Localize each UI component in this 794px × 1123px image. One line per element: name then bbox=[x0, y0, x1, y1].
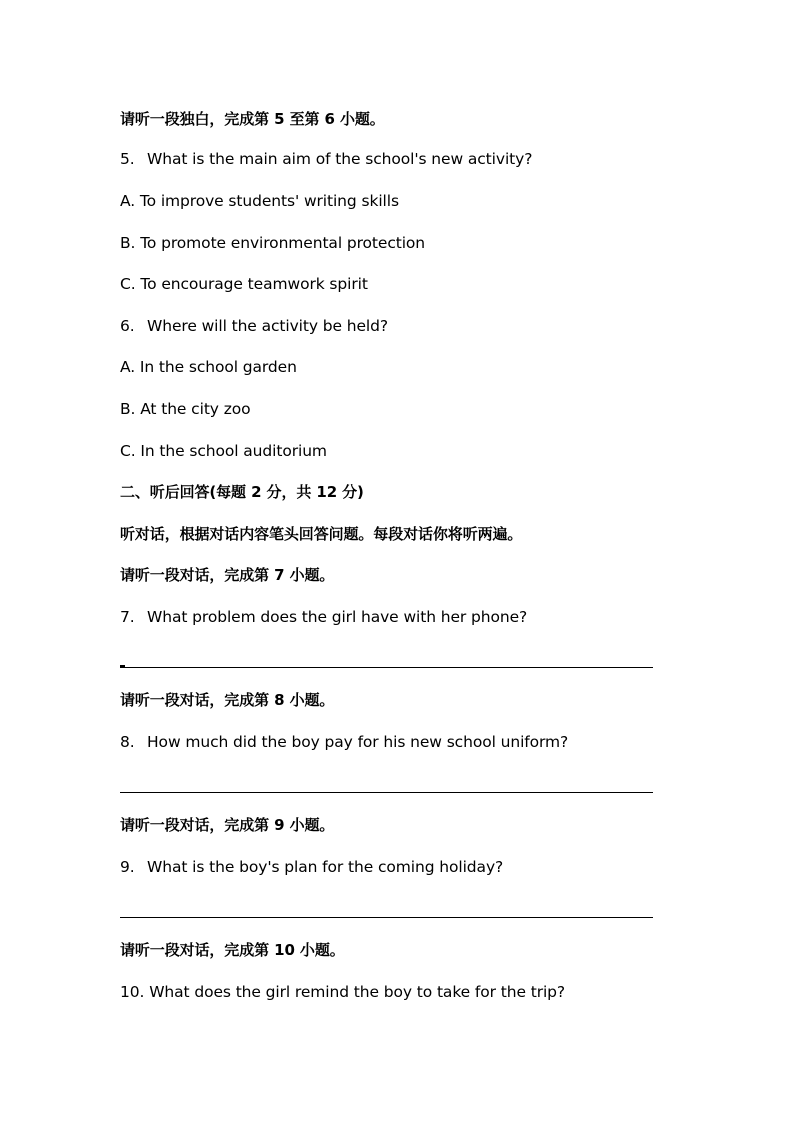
question-text: How much did the boy pay for his new school uniform? bbox=[147, 733, 569, 751]
question-9 bbox=[120, 857, 503, 877]
question-text: What problem does the girl have with her phone? bbox=[147, 608, 528, 626]
instruction-q5-q6: 请听一段独白，完成第 5 至第 6 小题。 bbox=[120, 110, 385, 128]
question-text: Where will the activity be held? bbox=[147, 317, 388, 335]
instruction-q7: 请听一段对话，完成第 7 小题。 bbox=[120, 566, 335, 584]
question-text: What is the main aim of the school's new activity? bbox=[147, 150, 533, 168]
instruction-q10: 请听一段对话，完成第 10 小题。 bbox=[120, 941, 345, 959]
question-10 bbox=[120, 982, 565, 1002]
answer-line-7[interactable] bbox=[120, 667, 653, 668]
question-8 bbox=[120, 732, 568, 752]
option-5c: C. To encourage teamwork spirit bbox=[120, 275, 368, 293]
question-5 bbox=[120, 149, 532, 169]
part2-heading: 二、听后回答(每题 2 分，共 12 分) bbox=[120, 483, 364, 501]
question-text: What is the boy's plan for the coming holiday? bbox=[147, 858, 504, 876]
question-number: 7. bbox=[120, 608, 135, 626]
option-5a: A. To improve students' writing skills bbox=[120, 192, 399, 210]
option-6b: B. At the city zoo bbox=[120, 400, 251, 418]
option-6c: C. In the school auditorium bbox=[120, 442, 327, 460]
question-7 bbox=[120, 607, 527, 627]
answer-line-8[interactable] bbox=[120, 792, 653, 793]
question-number: 5. bbox=[120, 150, 135, 168]
question-6 bbox=[120, 316, 388, 336]
instruction-q9: 请听一段对话，完成第 9 小题。 bbox=[120, 816, 335, 834]
question-number: 6. bbox=[120, 317, 135, 335]
option-5b: B. To promote environmental protection bbox=[120, 234, 426, 252]
instruction-q8: 请听一段对话，完成第 8 小题。 bbox=[120, 691, 335, 709]
option-6a: A. In the school garden bbox=[120, 358, 297, 376]
part2-instruction: 听对话，根据对话内容笔头回答问题。每段对话你将听两遍。 bbox=[120, 525, 523, 543]
question-number: 8. bbox=[120, 733, 135, 751]
question-number: 9. bbox=[120, 858, 135, 876]
question-number: 10. bbox=[120, 983, 145, 1001]
answer-line-9[interactable] bbox=[120, 917, 653, 918]
question-text: What does the girl remind the boy to take for the trip? bbox=[149, 983, 566, 1001]
